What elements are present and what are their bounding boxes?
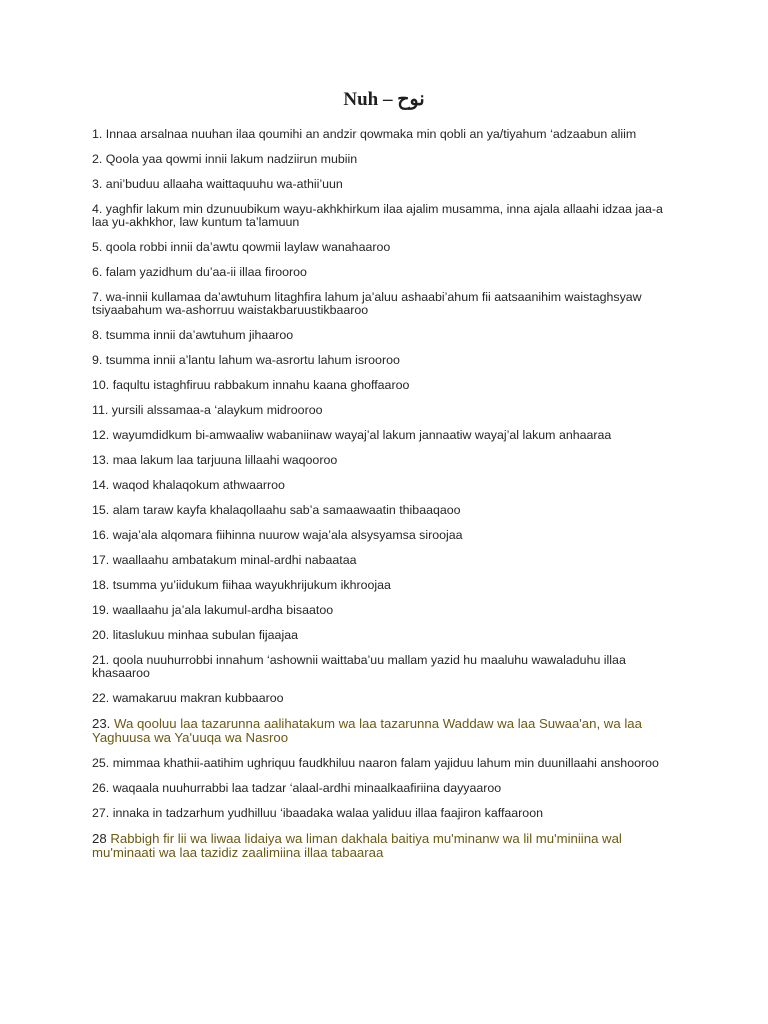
verse-item: [92, 329, 682, 342]
verse-number: 5.: [92, 240, 103, 254]
verse-number: 11.: [92, 403, 109, 417]
verse-list: [92, 128, 682, 872]
verse-item: [92, 454, 682, 467]
verse-text: maa lakum laa tarjuuna lillaahi waqooroo: [112, 453, 338, 467]
verse-number: 2.: [92, 152, 103, 166]
verse-number: 6.: [92, 265, 103, 279]
verse-number: 21.: [92, 653, 110, 667]
verse-text: Rabbigh fir lii wa liwaa lidaiya wa liman dakhala baitiya mu'minanw wa lil mu'miniina wal mu'minaati wa laa tazidiz zaalimiina illaa tabaaraa: [92, 831, 622, 860]
verse-text: waqod khalaqokum athwaarroo: [112, 478, 285, 492]
verse-number: 18.: [92, 578, 110, 592]
verse-item: [92, 153, 682, 166]
verse-text: qoola robbi innii da’awtu qowmii laylaw wanahaaroo: [105, 240, 391, 254]
verse-item: [92, 554, 682, 567]
verse-number: 26.: [92, 781, 110, 795]
verse-number: 14.: [92, 478, 110, 492]
verse-item: [92, 429, 682, 442]
verse-number: 7.: [92, 290, 103, 304]
verse-item: [92, 379, 682, 392]
verse-number: 15.: [92, 503, 110, 517]
verse-number: 9.: [92, 353, 103, 367]
verse-text: tsumma innii da’awtuhum jihaaroo: [105, 328, 294, 342]
verse-item: [92, 717, 682, 745]
verse-item: [92, 203, 682, 229]
verse-text: qoola nuuhurrobbi innahum ‘ashownii waittaba’uu mallam yazid hu maaluhu wawaladuhu illaa khasaaroo: [92, 653, 626, 680]
verse-item: [92, 757, 682, 770]
verse-number: 16.: [92, 528, 110, 542]
verse-number: 10.: [92, 378, 110, 392]
verse-number: 23.: [92, 716, 111, 731]
verse-number: 12.: [92, 428, 110, 442]
verse-item: [92, 654, 682, 680]
verse-number: 22.: [92, 691, 110, 705]
verse-item: [92, 404, 682, 417]
verse-number: 4.: [92, 202, 103, 216]
verse-number: 3.: [92, 177, 103, 191]
verse-item: [92, 354, 682, 367]
verse-number: 13.: [92, 453, 110, 467]
verse-item: [92, 807, 682, 820]
verse-item: [92, 529, 682, 542]
verse-text: mimmaa khathii-aatihim ughriquu faudkhiluu naaron falam yajiduu lahum min duunillaahi anshooroo: [112, 756, 659, 770]
verse-item: [92, 241, 682, 254]
verse-number: 27.: [92, 806, 110, 820]
verse-item: [92, 782, 682, 795]
verse-number: 17.: [92, 553, 110, 567]
verse-text: wa-innii kullamaa da’awtuhum litaghfira lahum ja’aluu ashaabi’ahum fii aatsaanihim waistaghsyaw tsiyaabahum wa-ashorruu waistakbaruustikbaaroo: [92, 290, 642, 317]
verse-item: [92, 629, 682, 642]
verse-text: wamakaruu makran kubbaaroo: [112, 691, 284, 705]
verse-number: 8.: [92, 328, 103, 342]
verse-text: waja’ala alqomara fiihinna nuurow waja’ala alsysyamsa siroojaa: [112, 528, 463, 542]
verse-text: yursili alssamaa-a ‘alaykum midrooroo: [111, 403, 323, 417]
verse-item: [92, 479, 682, 492]
verse-number: 25.: [92, 756, 110, 770]
verse-number: 19.: [92, 603, 110, 617]
verse-text: Qoola yaa qowmi innii lakum nadziirun mubiin: [105, 152, 358, 166]
verse-text: litaslukuu minhaa subulan fijaajaa: [112, 628, 298, 642]
verse-text: waallaahu ja’ala lakumul-ardha bisaatoo: [112, 603, 334, 617]
verse-item: [92, 832, 682, 860]
page-title: Nuh – نوح: [343, 89, 425, 110]
verse-text: tsumma innii a’lantu lahum wa-asrortu lahum isrooroo: [105, 353, 400, 367]
verse-text: tsumma yu’iidukum fiihaa wayukhrijukum ikhroojaa: [112, 578, 391, 592]
verse-text: waqaala nuuhurrabbi laa tadzar ‘alaal-ardhi minaalkaafiriina dayyaaroo: [112, 781, 502, 795]
verse-number: 28: [92, 831, 107, 846]
verse-item: [92, 266, 682, 279]
verse-text: innaka in tadzarhum yudhilluu ‘ibaadaka walaa yaliduu illaa faajiron kaffaaroon: [112, 806, 543, 820]
verse-number: 20.: [92, 628, 110, 642]
verse-text: falam yazidhum du’aa-ii illaa firooroo: [105, 265, 307, 279]
verse-item: [92, 579, 682, 592]
verse-item: [92, 604, 682, 617]
verse-text: ani’buduu allaaha waittaquuhu wa-athii’uun: [105, 177, 343, 191]
verse-item: [92, 178, 682, 191]
verse-item: [92, 291, 682, 317]
verse-item: [92, 128, 682, 141]
verse-text: Innaa arsalnaa nuuhan ilaa qoumihi an andzir qowmaka min qobli an ya/tiyahum ‘adzaabun aliim: [105, 127, 637, 141]
verse-number: 1.: [92, 127, 103, 141]
verse-text: yaghfir lakum min dzunuubikum wayu-akhkhirkum ilaa ajalim musamma, inna ajala allaahi idzaa jaa-a laa yu-akhkhor, law kuntum ta’lamuun: [92, 202, 663, 229]
verse-item: [92, 504, 682, 517]
verse-text: faqultu istaghfiruu rabbakum innahu kaana ghoffaaroo: [112, 378, 410, 392]
verse-text: waallaahu ambatakum minal-ardhi nabaataa: [112, 553, 357, 567]
verse-text: wayumdidkum bi-amwaaliw wabaniinaw wayaj’al lakum jannaatiw wayaj’al lakum anhaaraa: [112, 428, 612, 442]
verse-text: Wa qooluu laa tazarunna aalihatakum wa laa tazarunna Waddaw wa laa Suwaa'an, wa laa Yaghuusa wa Ya'uuqa wa Nasroo: [92, 716, 642, 745]
verse-text: alam taraw kayfa khalaqollaahu sab’a samaawaatin thibaaqaoo: [112, 503, 461, 517]
verse-item: [92, 692, 682, 705]
